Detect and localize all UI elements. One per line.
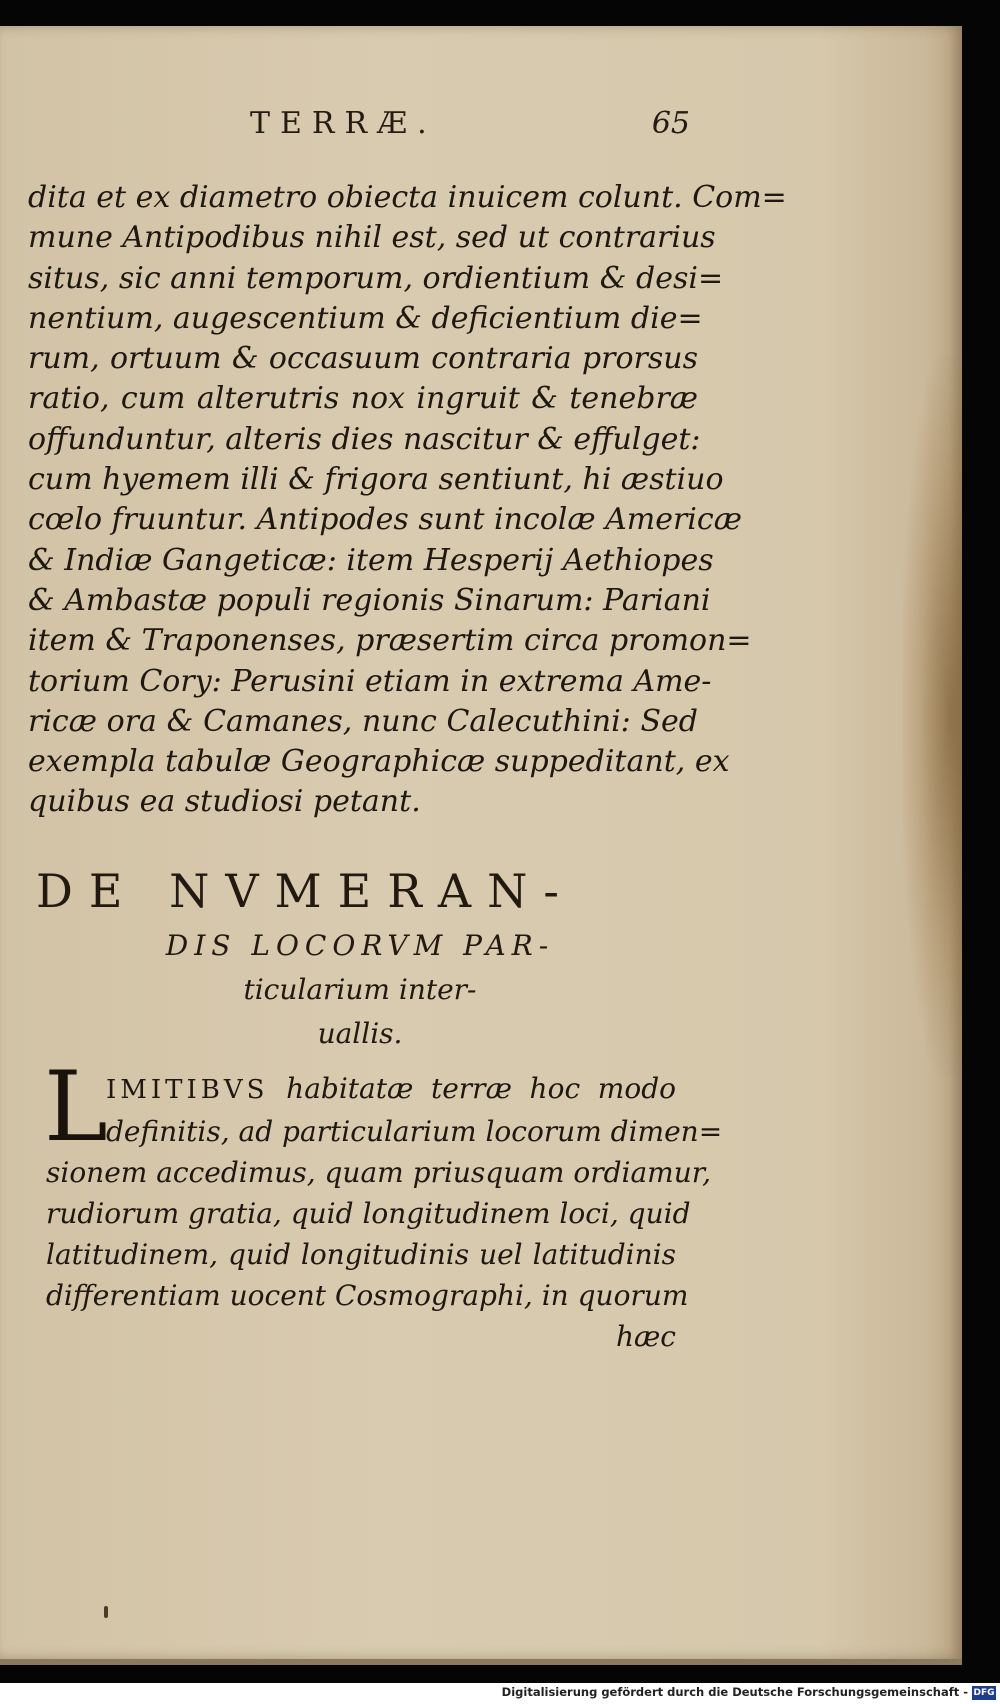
- text-line: cum hyemem illi & frigora sentiunt, hi æstiuo: [28, 462, 724, 498]
- ink-mark: [104, 1606, 108, 1618]
- page-number: 65: [651, 106, 690, 141]
- catchword: hæc: [615, 1320, 676, 1353]
- text-line: differentiam uocent Cosmographi, in quorum: [46, 1279, 689, 1312]
- text-line: & Indiæ Gangeticæ: item Hesperij Aethiopes: [28, 542, 714, 578]
- running-title: TERRÆ.: [250, 106, 437, 141]
- text-line: dita et ex diametro obiecta inuicem colunt. Com=: [28, 180, 787, 215]
- section-heading: DE NVMERAN-: [36, 864, 575, 918]
- footer-bar: [0, 1683, 1000, 1704]
- opening-capitals: IMITIBVS: [106, 1075, 269, 1105]
- subheading-line: DIS LOCORVM PAR-: [165, 929, 555, 962]
- book-page: [0, 26, 962, 1665]
- text-line: sionem accedimus, quam priusquam ordiamur,: [46, 1156, 711, 1189]
- dfg-logo-icon: DFG: [973, 1688, 995, 1698]
- drop-cap: L: [44, 1051, 108, 1163]
- subheading-line: uallis.: [317, 1017, 403, 1050]
- body-paragraph: [28, 178, 787, 823]
- funding-credit: Digitalisierung gefördert durch die Deutsche Forschungsgemeinschaft -: [501, 1685, 968, 1699]
- text-line: rudiorum gratia, quid longitudinem loci, quid: [46, 1197, 691, 1230]
- text-line: & Ambastæ populi regionis Sinarum: Pariani: [28, 582, 711, 618]
- running-head: [250, 106, 690, 156]
- text-line: nentium, augescentium & deficientium die=: [28, 300, 703, 336]
- text-line-last: quibus ea studiosi petant.: [28, 784, 421, 820]
- text-line: rum, ortuum & occasuum contraria prorsus: [28, 341, 698, 377]
- section-subheading: [100, 924, 620, 1056]
- text-line: mune Antipodibus nihil est, sed ut contrarius: [28, 220, 716, 256]
- text-line-first: [46, 1068, 676, 1111]
- text-line: ratio, cum alterutris nox ingruit & tenebræ: [28, 381, 698, 417]
- text-line: latitudinem, quid longitudinis uel latitudinis: [46, 1238, 676, 1271]
- text-line: exempla tabulæ Geographicæ suppeditant, ex: [28, 744, 730, 780]
- text-line: ricæ ora & Camanes, nunc Calecuthini: Sed: [28, 703, 698, 739]
- text-line: cœlo fruuntur. Antipodes sunt incolæ Americæ: [28, 502, 742, 538]
- subheading-line: ticularium inter-: [243, 973, 477, 1006]
- text-line: torium Cory: Perusini etiam in extrema Ame-: [28, 663, 712, 699]
- text-line: definitis, ad particularium locorum dimen=: [106, 1115, 723, 1148]
- opening-words: habitatæ terræ hoc modo: [286, 1072, 676, 1105]
- text-line: offunduntur, alteris dies nascitur & effulget:: [28, 421, 701, 457]
- section-paragraph: [46, 1068, 723, 1357]
- text-line: item & Traponenses, præsertim circa promon=: [28, 623, 752, 659]
- text-line: situs, sic anni temporum, ordientium & desi=: [28, 260, 724, 296]
